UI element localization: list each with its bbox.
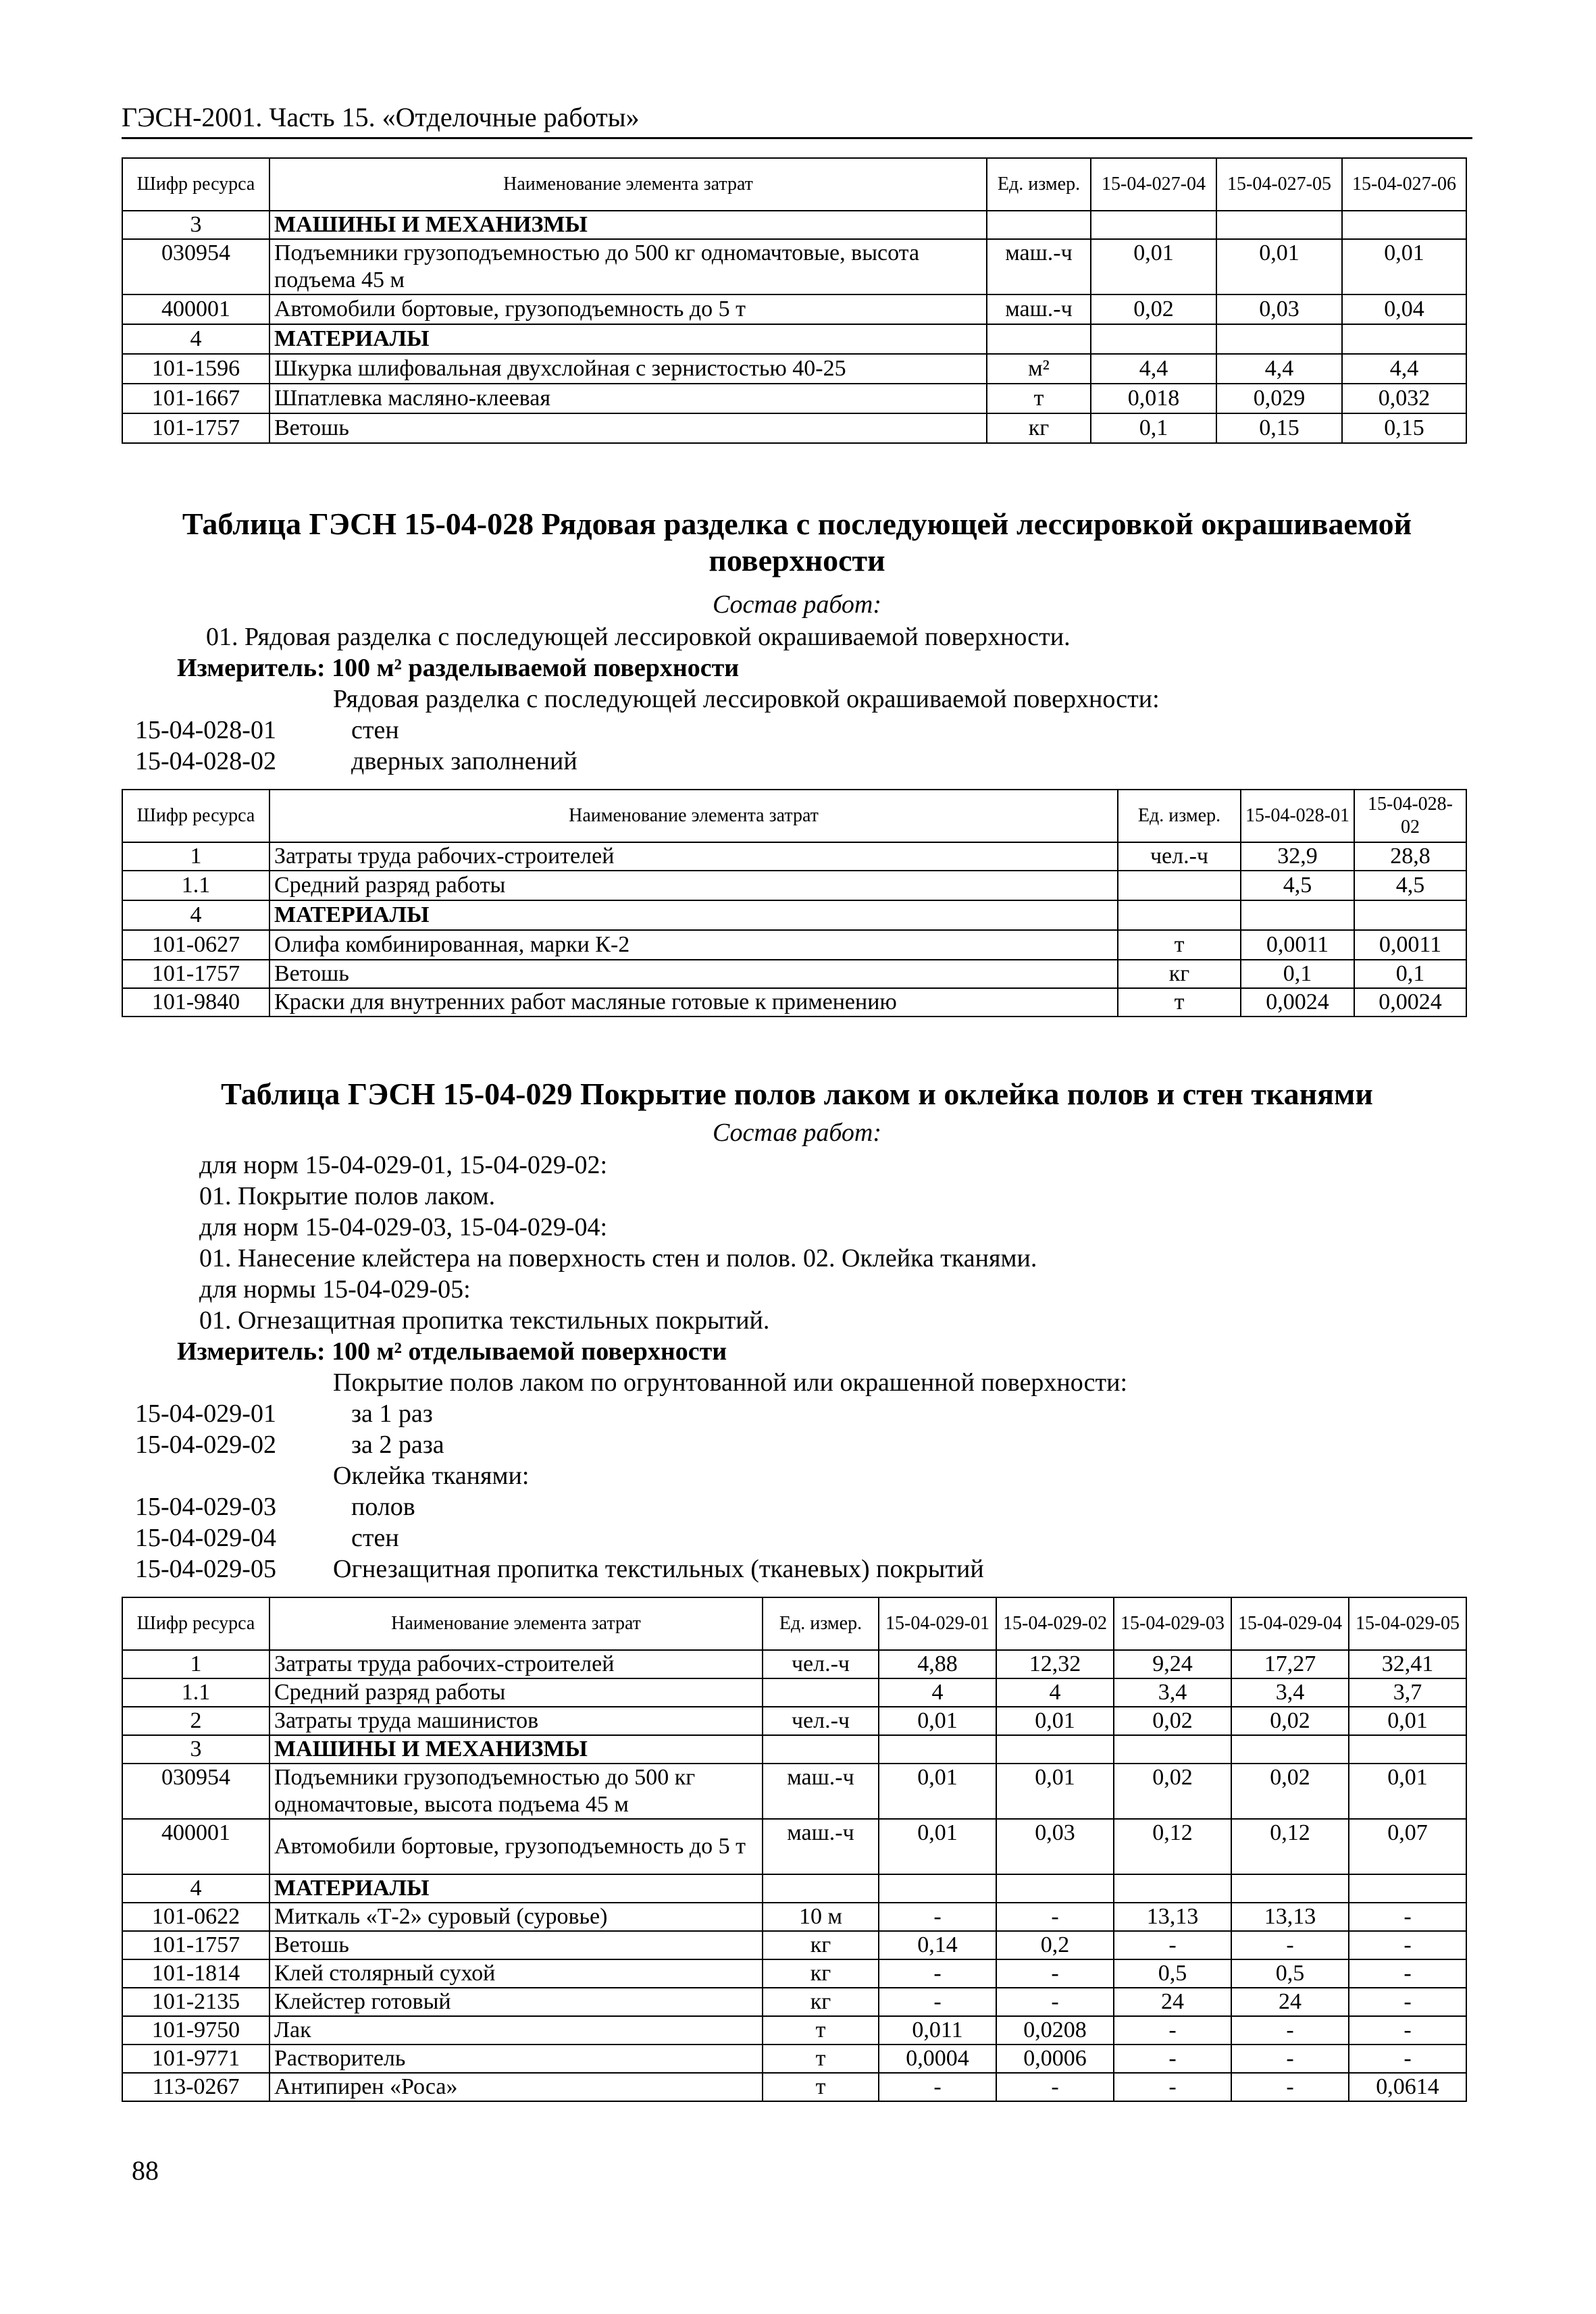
cell-unit: маш.-ч [763, 1764, 879, 1819]
table-row [122, 900, 1466, 930]
col-header: 15-04-027-05 [1216, 158, 1342, 211]
cell-value: 0,02 [1231, 1764, 1349, 1819]
cell-value: 0,01 [879, 1819, 996, 1874]
cell-name: Затраты труда машинистов [269, 1707, 763, 1735]
cell-code: 4 [122, 324, 269, 354]
cell-code: 101-9750 [122, 2016, 269, 2045]
table-row [122, 1903, 1466, 1931]
cell-value: 3,4 [1114, 1678, 1231, 1707]
cell-value: 0,032 [1342, 384, 1466, 413]
cell-unit: чел.-ч [763, 1650, 879, 1678]
cell-name: Подъемники грузоподъемностью до 500 кг одномачтовые, высота подъема 45 м [269, 239, 987, 294]
cell-code: 101-9771 [122, 2045, 269, 2073]
cell-unit: кг [763, 1959, 879, 1988]
table-row [122, 294, 1466, 324]
cell-unit: кг [1118, 960, 1241, 988]
cell-value: - [1114, 2016, 1231, 2045]
cell-code: 400001 [122, 1819, 269, 1874]
table-row [122, 2016, 1466, 2045]
cell-value [879, 1874, 996, 1903]
norm-group-label: Покрытие полов лаком по огрунтованной или окрашенной поверхности: [333, 1368, 1128, 1397]
cell-unit: т [1118, 988, 1241, 1017]
norm-code: 15-04-029-01 [135, 1399, 276, 1428]
cell-value: 0,1 [1091, 413, 1216, 443]
cell-unit: т [1118, 930, 1241, 960]
col-header: 15-04-029-04 [1231, 1597, 1349, 1650]
cell-value: 0,12 [1114, 1819, 1231, 1874]
table-row [122, 211, 1466, 239]
col-header: Ед. измер. [1118, 790, 1241, 842]
cell-name: Автомобили бортовые, грузоподъемность до 5 т [269, 294, 987, 324]
cell-value: 0,01 [1091, 239, 1216, 294]
cell-value [1342, 324, 1466, 354]
table-row [122, 324, 1466, 354]
cell-value: - [1349, 1988, 1466, 2016]
cell-name: Антипирен «Роса» [269, 2073, 763, 2101]
cell-value: - [1349, 1931, 1466, 1959]
cell-code: 101-1757 [122, 413, 269, 443]
norm-text: Огнезащитная пропитка текстильных (тканевых) покрытий [333, 1555, 984, 1583]
cell-value: 0,04 [1342, 294, 1466, 324]
table-row [122, 1650, 1466, 1678]
cell-value: - [1114, 2073, 1231, 2101]
table-row [122, 1874, 1466, 1903]
page-number: 88 [132, 2155, 159, 2186]
cell-value: 0,011 [879, 2016, 996, 2045]
cell-code: 4 [122, 1874, 269, 1903]
cell-value: 0,02 [1231, 1707, 1349, 1735]
table-title-029: Таблица ГЭСН 15-04-029 Покрытие полов лаком и оклейка полов и стен тканями [221, 1077, 1373, 1111]
cell-value [1114, 1735, 1231, 1764]
col-header: 15-04-029-01 [879, 1597, 996, 1650]
cell-value [1091, 324, 1216, 354]
norm-text: дверных заполнений [351, 747, 577, 775]
cell-value: 0,15 [1216, 413, 1342, 443]
cell-value: - [1231, 2016, 1349, 2045]
cell-value: 0,01 [996, 1764, 1114, 1819]
cell-value: - [1349, 1959, 1466, 1988]
cell-name: МАТЕРИАЛЫ [269, 900, 1118, 930]
col-header: Шифр ресурса [122, 790, 269, 842]
norm-code: 15-04-029-05 [135, 1555, 276, 1583]
cell-value: 24 [1231, 1988, 1349, 2016]
cell-value [996, 1874, 1114, 1903]
cell-name: МАТЕРИАЛЫ [269, 1874, 763, 1903]
cell-value: 0,01 [1216, 239, 1342, 294]
table-header-row [122, 1597, 1466, 1650]
cell-name: Лак [269, 2016, 763, 2045]
norm-group-label: Оклейка тканями: [333, 1462, 530, 1490]
cell-value: 4,5 [1354, 871, 1466, 900]
cell-value: 28,8 [1354, 842, 1466, 871]
cell-code: 3 [122, 1735, 269, 1764]
cell-unit: м² [987, 354, 1091, 384]
table-row [122, 354, 1466, 384]
cell-value: - [1231, 1931, 1349, 1959]
cell-value: 0,02 [1091, 294, 1216, 324]
cell-name: МАШИНЫ И МЕХАНИЗМЫ [269, 1735, 763, 1764]
cell-value: - [1349, 2016, 1466, 2045]
table-row [122, 1819, 1466, 1874]
cell-unit: 10 м [763, 1903, 879, 1931]
table-row [122, 1931, 1466, 1959]
cell-name: Подъемники грузоподъемностью до 500 кг одномачтовые, высота подъема 45 м [269, 1764, 763, 1819]
cell-value: 4,4 [1342, 354, 1466, 384]
cell-name: Шкурка шлифовальная двухслойная с зернистостью 40-25 [269, 354, 987, 384]
cell-code: 101-1757 [122, 1931, 269, 1959]
cell-value: - [996, 2073, 1114, 2101]
cell-value: 0,14 [879, 1931, 996, 1959]
cell-value: 4,4 [1216, 354, 1342, 384]
col-header: Шифр ресурса [122, 1597, 269, 1650]
cell-value: 0,01 [879, 1764, 996, 1819]
cell-code: 3 [122, 211, 269, 239]
cell-code: 030954 [122, 1764, 269, 1819]
cell-value: 3,7 [1349, 1678, 1466, 1707]
cell-value: 0,0208 [996, 2016, 1114, 2045]
cell-value: 4,88 [879, 1650, 996, 1678]
cell-value [1342, 211, 1466, 239]
cell-code: 4 [122, 900, 269, 930]
table-row [122, 871, 1466, 900]
table-row [122, 2073, 1466, 2101]
table-row [122, 930, 1466, 960]
cell-value: 32,9 [1241, 842, 1354, 871]
cell-value: 0,029 [1216, 384, 1342, 413]
cell-value: 0,018 [1091, 384, 1216, 413]
cell-value: 0,03 [996, 1819, 1114, 1874]
cell-value: 4,4 [1091, 354, 1216, 384]
col-header: Шифр ресурса [122, 158, 269, 211]
cell-code: 1.1 [122, 871, 269, 900]
cell-code: 1 [122, 842, 269, 871]
cell-code: 101-1814 [122, 1959, 269, 1988]
norm-text: за 2 раза [351, 1431, 444, 1459]
cell-unit: чел.-ч [1118, 842, 1241, 871]
work-line: 01. Покрытие полов лаком. [199, 1182, 496, 1210]
cell-unit [1118, 871, 1241, 900]
cell-value: 0,01 [996, 1707, 1114, 1735]
table-row [122, 1988, 1466, 2016]
cell-name: Растворитель [269, 2045, 763, 2073]
cell-unit [763, 1874, 879, 1903]
table-row [122, 842, 1466, 871]
cell-value: 0,0024 [1241, 988, 1354, 1017]
cell-value [1231, 1735, 1349, 1764]
table-row [122, 1959, 1466, 1988]
measure-line: Измеритель: 100 м² разделываемой поверхности [177, 654, 740, 682]
cell-code: 113-0267 [122, 2073, 269, 2101]
cell-code: 1 [122, 1650, 269, 1678]
cell-value [996, 1735, 1114, 1764]
cell-code: 101-1757 [122, 960, 269, 988]
cell-code: 1.1 [122, 1678, 269, 1707]
cell-code: 101-0627 [122, 930, 269, 960]
cell-value [1216, 211, 1342, 239]
cell-value [879, 1735, 996, 1764]
table-row [122, 1707, 1466, 1735]
cell-value: 0,15 [1342, 413, 1466, 443]
cell-unit [987, 324, 1091, 354]
cell-code: 2 [122, 1707, 269, 1735]
cell-value: - [996, 1903, 1114, 1931]
cell-unit: кг [987, 413, 1091, 443]
cell-value: 32,41 [1349, 1650, 1466, 1678]
col-header: Ед. измер. [987, 158, 1091, 211]
cell-value: - [996, 1959, 1114, 1988]
cell-value: - [1349, 1903, 1466, 1931]
table-header-row [122, 158, 1466, 211]
table-title-028-line2: поверхности [709, 543, 885, 577]
cell-name: Средний разряд работы [269, 871, 1118, 900]
cell-value [1349, 1735, 1466, 1764]
cell-value: 0,5 [1114, 1959, 1231, 1988]
table-row [122, 1735, 1466, 1764]
cell-unit: чел.-ч [763, 1707, 879, 1735]
cell-value: 4 [879, 1678, 996, 1707]
cell-value: - [1114, 1931, 1231, 1959]
cell-value: - [879, 1959, 996, 1988]
work-line: 01. Нанесение клейстера на поверхность стен и полов. 02. Оклейка тканями. [199, 1244, 1037, 1272]
cell-value: 0,01 [1349, 1764, 1466, 1819]
cell-unit: т [763, 2045, 879, 2073]
col-header: 15-04-029-02 [996, 1597, 1114, 1650]
cell-name: Краски для внутренних работ масляные готовые к применению [269, 988, 1118, 1017]
cell-value: 3,4 [1231, 1678, 1349, 1707]
cell-value: - [879, 1988, 996, 2016]
cell-name: Ветошь [269, 1931, 763, 1959]
cell-value: 24 [1114, 1988, 1231, 2016]
work-line: для нормы 15-04-029-05: [199, 1275, 471, 1304]
cell-value: - [879, 2073, 996, 2101]
norm-text: за 1 раз [351, 1399, 433, 1428]
cell-value: - [996, 1988, 1114, 2016]
cell-name: Затраты труда рабочих-строителей [269, 842, 1118, 871]
col-header: 15-04-029-05 [1349, 1597, 1466, 1650]
cell-unit: маш.-ч [763, 1819, 879, 1874]
cell-value: 0,2 [996, 1931, 1114, 1959]
cell-value: 0,0011 [1241, 930, 1354, 960]
table-header-row [122, 790, 1466, 842]
table-row [122, 1764, 1466, 1819]
cell-value: 0,12 [1231, 1819, 1349, 1874]
cell-value [1241, 900, 1354, 930]
cell-name: МАШИНЫ И МЕХАНИЗМЫ [269, 211, 987, 239]
table-row [122, 960, 1466, 988]
cell-value: 0,01 [1349, 1707, 1466, 1735]
cell-unit: т [763, 2016, 879, 2045]
measure-line: Измеритель: 100 м² отделываемой поверхности [177, 1337, 727, 1366]
cell-value: 4,5 [1241, 871, 1354, 900]
cell-name: Клейстер готовый [269, 1988, 763, 2016]
col-header: Ед. измер. [763, 1597, 879, 1650]
running-header: ГЭСН-2001. Часть 15. «Отделочные работы» [122, 102, 640, 132]
cell-value [1354, 900, 1466, 930]
cell-name: Ветошь [269, 960, 1118, 988]
norm-group-label: Рядовая разделка с последующей лессировкой окрашиваемой поверхности: [333, 685, 1160, 713]
cell-value: 0,0011 [1354, 930, 1466, 960]
table-row [122, 239, 1466, 294]
work-item: 01. Рядовая разделка с последующей лессировкой окрашиваемой поверхности. [206, 623, 1071, 651]
cell-unit [763, 1735, 879, 1764]
norm-text: полов [351, 1493, 415, 1521]
cell-name: Шпатлевка масляно-клеевая [269, 384, 987, 413]
col-header: 15-04-027-04 [1091, 158, 1216, 211]
cell-name: МАТЕРИАЛЫ [269, 324, 987, 354]
cell-unit: т [987, 384, 1091, 413]
cell-value: 13,13 [1114, 1903, 1231, 1931]
cell-code: 030954 [122, 239, 269, 294]
cell-value: 0,0006 [996, 2045, 1114, 2073]
table-15-04-027 [122, 157, 1467, 444]
cell-name: Средний разряд работы [269, 1678, 763, 1707]
norm-code: 15-04-028-01 [135, 716, 276, 744]
cell-name: Автомобили бортовые, грузоподъемность до 5 т [269, 1819, 763, 1874]
cell-unit: кг [763, 1988, 879, 2016]
cell-unit [1118, 900, 1241, 930]
cell-value: 17,27 [1231, 1650, 1349, 1678]
cell-unit [763, 1678, 879, 1707]
table-15-04-029 [122, 1597, 1467, 2102]
cell-value [1231, 1874, 1349, 1903]
cell-value: 9,24 [1114, 1650, 1231, 1678]
col-header: 15-04-027-06 [1342, 158, 1466, 211]
cell-code: 101-0622 [122, 1903, 269, 1931]
norm-code: 15-04-029-03 [135, 1493, 276, 1521]
norm-code: 15-04-029-02 [135, 1431, 276, 1459]
cell-code: 101-9840 [122, 988, 269, 1017]
work-composition-label: Состав работ: [712, 1119, 882, 1147]
table-row [122, 2045, 1466, 2073]
cell-value [1091, 211, 1216, 239]
work-line: 01. Огнезащитная пропитка текстильных покрытий. [199, 1306, 770, 1335]
cell-code: 400001 [122, 294, 269, 324]
col-header: 15-04-029-03 [1114, 1597, 1231, 1650]
cell-unit [987, 211, 1091, 239]
cell-value: 13,13 [1231, 1903, 1349, 1931]
col-header: 15-04-028-01 [1241, 790, 1354, 842]
col-header: Наименование элемента затрат [269, 158, 987, 211]
col-header: 15-04-028-02 [1354, 790, 1466, 842]
cell-name: Затраты труда рабочих-строителей [269, 1650, 763, 1678]
norm-text: стен [351, 716, 399, 744]
table-row [122, 384, 1466, 413]
cell-value: 0,0024 [1354, 988, 1466, 1017]
cell-name: Миткаль «Т-2» суровый (суровье) [269, 1903, 763, 1931]
cell-value: 0,0614 [1349, 2073, 1466, 2101]
cell-value: 0,1 [1241, 960, 1354, 988]
cell-value: 0,01 [1342, 239, 1466, 294]
cell-value: 0,0004 [879, 2045, 996, 2073]
cell-value: - [1114, 2045, 1231, 2073]
col-header: Наименование элемента затрат [269, 790, 1118, 842]
cell-value: - [879, 1903, 996, 1931]
cell-value: 0,01 [879, 1707, 996, 1735]
cell-value: 0,03 [1216, 294, 1342, 324]
work-composition-label: Состав работ: [712, 590, 882, 619]
table-row [122, 988, 1466, 1017]
cell-value: - [1231, 2073, 1349, 2101]
cell-unit: маш.-ч [987, 239, 1091, 294]
work-line: для норм 15-04-029-01, 15-04-029-02: [199, 1151, 608, 1179]
cell-value [1349, 1874, 1466, 1903]
cell-code: 101-2135 [122, 1988, 269, 2016]
cell-unit: кг [763, 1931, 879, 1959]
cell-value [1216, 324, 1342, 354]
cell-value: - [1349, 2045, 1466, 2073]
cell-value: - [1231, 2045, 1349, 2073]
work-line: для норм 15-04-029-03, 15-04-029-04: [199, 1213, 608, 1241]
cell-value: 0,5 [1231, 1959, 1349, 1988]
cell-unit: маш.-ч [987, 294, 1091, 324]
cell-code: 101-1667 [122, 384, 269, 413]
norm-code: 15-04-029-04 [135, 1524, 276, 1552]
cell-unit: т [763, 2073, 879, 2101]
cell-value: 4 [996, 1678, 1114, 1707]
cell-value: 0,1 [1354, 960, 1466, 988]
cell-value: 0,07 [1349, 1819, 1466, 1874]
cell-value: 0,02 [1114, 1764, 1231, 1819]
cell-name: Олифа комбинированная, марки К-2 [269, 930, 1118, 960]
cell-name: Ветошь [269, 413, 987, 443]
cell-name: Клей столярный сухой [269, 1959, 763, 1988]
table-15-04-028 [122, 789, 1467, 1017]
table-title-028-line1: Таблица ГЭСН 15-04-028 Рядовая разделка с последующей лессировкой окрашиваемой [182, 507, 1412, 541]
norm-code: 15-04-028-02 [135, 747, 276, 775]
header-rule [122, 137, 1472, 139]
col-header: Наименование элемента затрат [269, 1597, 763, 1650]
cell-code: 101-1596 [122, 354, 269, 384]
cell-value: 0,02 [1114, 1707, 1231, 1735]
cell-value: 12,32 [996, 1650, 1114, 1678]
cell-value [1114, 1874, 1231, 1903]
norm-text: стен [351, 1524, 399, 1552]
table-row [122, 1678, 1466, 1707]
table-row [122, 413, 1466, 443]
